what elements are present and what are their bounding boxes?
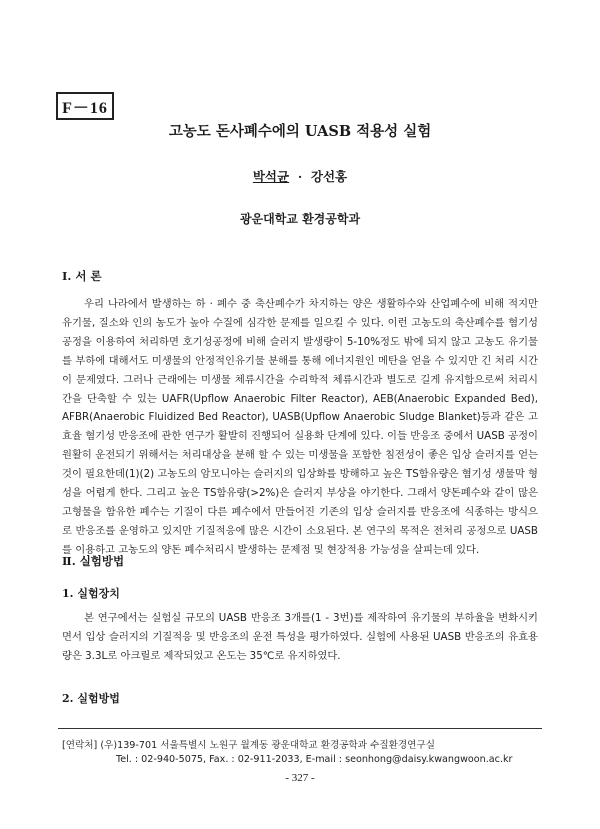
affiliation: 광운대학교 환경공학과 xyxy=(239,212,361,226)
author-line xyxy=(0,167,600,185)
subsection-heading-apparatus: 1. 실험장치 xyxy=(62,587,120,600)
section-heading-methods: Ⅱ. 실험방법 xyxy=(62,554,125,568)
author-separator: · xyxy=(297,169,303,184)
paper-code-box: F－16 xyxy=(56,92,114,120)
footer-divider xyxy=(58,728,542,729)
footer-phone-email: Tel. : 02-940-5075, Fax. : 02-911-2033, E-mail : seonhong@daisy.kwangwoon.ac.kr xyxy=(116,754,513,765)
paper-title: 고농도 돈사폐수에의 UASB 적용성 실험 xyxy=(168,123,432,140)
section-heading-introduction: Ⅰ. 서 론 xyxy=(62,269,102,283)
page-number: - 327 - xyxy=(285,772,315,784)
subsection-heading-method: 2. 실험방법 xyxy=(62,692,120,705)
secondary-author: 강선홍 xyxy=(310,169,348,184)
primary-author: 박석균 xyxy=(252,169,290,184)
footer-contact: [연락처] (우)139-701 서울특별시 노원구 월계동 광운대학교 환경공학과 수질환경연구실 xyxy=(62,740,435,751)
apparatus-paragraph: 본 연구에서는 실험실 규모의 UASB 반응조 3개를(1 - 3번)를 제작하여 유기물의 부하율을 변화시키면서 입상 슬러지의 기질적응 및 반응조의 운전 특성을 평가하였다. 실험에 사용된 UASB 반응조의 유효용량은 3.3L로 아크릴로 제작되었고 온도는 35℃로 유지하였다. xyxy=(62,612,538,662)
introduction-paragraph: 우리 나라에서 발생하는 하 · 폐수 중 축산폐수가 차지하는 양은 생활하수와 산업폐수에 비해 적지만 유기물, 질소와 인의 농도가 높아 수질에 심각한 문제를 일으킬 수 있다. 이런 고농도의 축산폐수를 혐기성 공정을 이용하여 처리하면 호기성공정에 비해 슬러지 발생량이 5-10%정도 밖에 되지 않고 고농도 유기물를 부하에 대해서도 미생물의 안정적인유기물 분해를 통해 에너지원인 메탄을 얻을 수 있지만 긴 처리 시간이 문제였다. 그러나 근래에는 미생물 체류시간을 수리학적 체류시간과 별도로 길게 유지함으로써 처리시간을 단축할 수 있는 UAFR(Upflow Anaerobic Filter Reactor), AEB(Anaerobic Expanded Bed), AFBR(Anaerobic Fluidized Bed Reactor), UASB(Upflow Anaerobic Sludge Blanket)등과 같은 고효율 혐기성 반응조에 관한 연구가 활발히 진행되어 실용화 단계에 있다. 이들 반응조 중에서 UASB 공정이 원활히 운전되기 위해서는 처리대상을 분해 할 수 있는 미생물을 포함한 침전성이 좋은 입상 슬러지를 얻는 것이 필요한데(1)(2) 고농도의 암모니아는 슬러지의 입상화를 방해하고 높은 TS함유량은 혐기성 생물막 형성을 어렵게 한다. 그리고 높은 TS함유량(>2%)은 슬러지 부상을 야기한다. 그래서 양돈폐수와 같이 많은 고형물을 함유한 폐수는 기질이 다른 폐수에서 만들어진 기존의 입상 슬러지를 반응조에 식종하는 방식으로 반응조를 운영하고 있지만 기질적응에 많은 시간이 소요된다. 본 연구의 목적은 전처리 공정으로 UASB를 이용하고 고농도의 양돈 폐수처리시 발생하는 문제점 및 현장적용 가능성을 살피는데 있다. xyxy=(62,298,538,556)
